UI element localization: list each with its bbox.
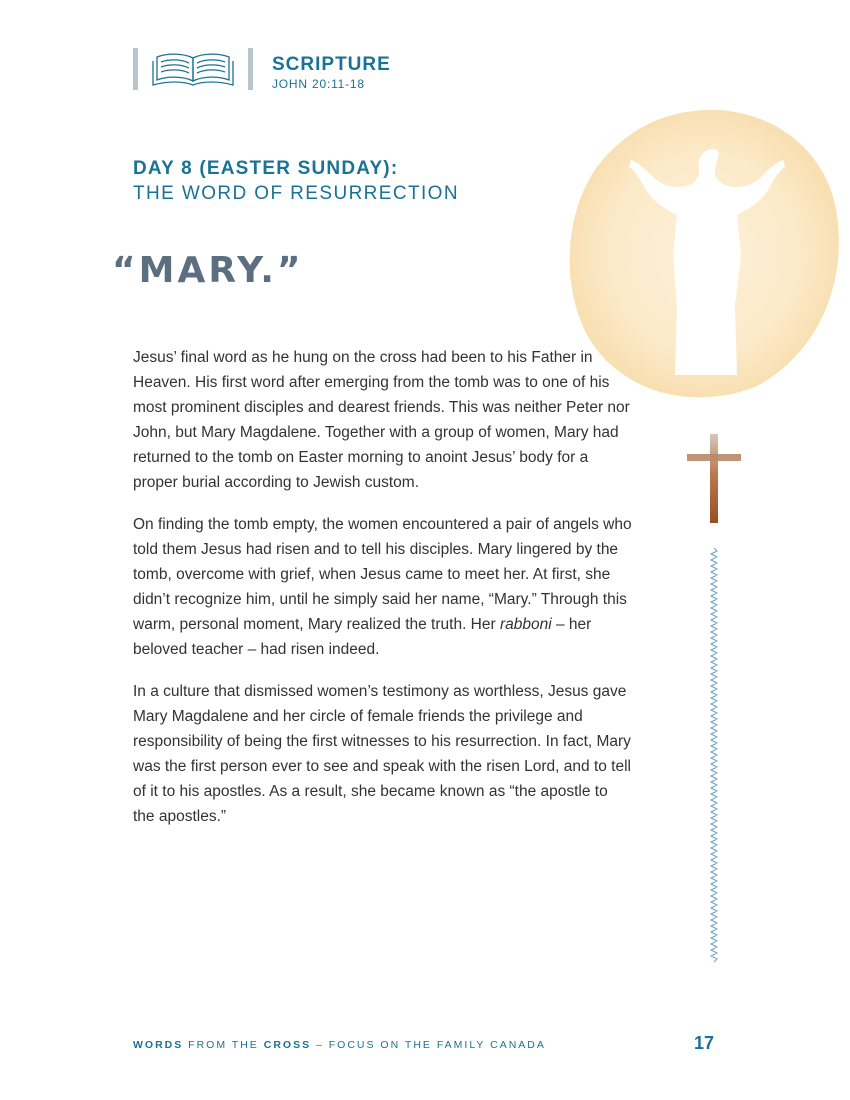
scripture-reference: JOHN 20:11-18 bbox=[272, 77, 365, 91]
footer-separator: – bbox=[316, 1039, 324, 1051]
footer-series bbox=[133, 1039, 546, 1051]
cross-icon bbox=[686, 432, 742, 524]
paragraph-3: In a culture that dismissed women’s testimony as worthless, Jesus gave Mary Magdalene and her circle of female friends the privilege and responsibility of being the first witnesses to his resurrection. In fact, Mary was the first person ever to see and speak with the risen Lord, and to tell of it to his apostles. As a result, she became known as “the apostle to the apostles.” bbox=[133, 683, 631, 825]
header-divider-left bbox=[133, 48, 138, 90]
footer-series-words: WORDS bbox=[133, 1039, 184, 1051]
footer-publisher: FOCUS ON THE FAMILY CANADA bbox=[328, 1039, 546, 1051]
header-divider-right bbox=[248, 48, 253, 90]
rabboni-term: rabboni bbox=[499, 616, 552, 633]
page-number: 17 bbox=[694, 1033, 715, 1053]
paragraph-1: Jesus’ final word as he hung on the cross had been to his Father in Heaven. His first word after emerging from the tomb was to one of his most prominent disciples and dearest friends. This was neither Peter nor John, but Mary Magdalene. Together with a group of women, Mary had returned to the tomb on Easter morning to anoint Jesus’ body for a proper burial according to Jewish custom. bbox=[133, 349, 630, 491]
paragraph-2 bbox=[133, 512, 633, 662]
open-book-icon bbox=[149, 50, 239, 90]
scripture-label: SCRIPTURE bbox=[272, 54, 391, 75]
featured-quote: “MARY.” bbox=[112, 250, 304, 291]
paragraph-2-text-end: – her beloved teacher – had risen indeed. bbox=[133, 616, 592, 658]
paragraph-2-text: On finding the tomb empty, the women encountered a pair of angels who told them Jesus had risen and to tell his disciples. Mary lingered by the tomb, overcome with grief, when Jesus came to meet her. At first, she didn’t recognize him, until he simply said her name, “Mary.” Through this warm, personal moment, Mary realized the truth. Her bbox=[133, 516, 632, 633]
footer-series-from-the: FROM THE bbox=[188, 1039, 259, 1051]
body-text bbox=[133, 345, 633, 846]
day-title: DAY 8 (EASTER SUNDAY): bbox=[133, 158, 399, 179]
day-subtitle: THE WORD OF RESURRECTION bbox=[133, 183, 459, 204]
footer-series-cross: CROSS bbox=[263, 1039, 312, 1051]
decorative-zigzag-line bbox=[707, 548, 721, 963]
